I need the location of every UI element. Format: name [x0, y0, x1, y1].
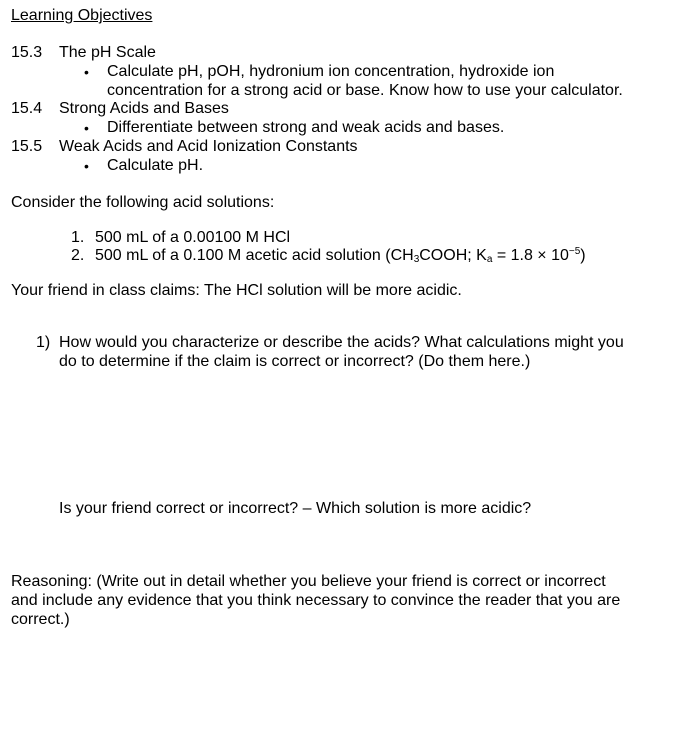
intro-text: Consider the following acid solutions: — [11, 194, 275, 211]
question-text: do to determine if the claim is correct or incorrect? (Do them here.) — [59, 353, 531, 370]
section-title: Weak Acids and Acid Ionization Constants — [59, 138, 358, 155]
solution-number: 1. — [71, 229, 85, 246]
objective-text: Differentiate between strong and weak acids and bases. — [107, 119, 505, 136]
subscript: 3 — [413, 254, 420, 265]
question-number: 1) — [36, 334, 51, 351]
followup-question: Is your friend correct or incorrect? – Which solution is more acidic? — [59, 500, 532, 517]
bullet-dot: • — [84, 158, 89, 174]
section-title: Strong Acids and Bases — [59, 100, 229, 117]
section-title: The pH Scale — [59, 44, 156, 61]
section-number: 15.4 — [11, 100, 43, 117]
section-number: 15.5 — [11, 138, 43, 155]
section-number: 15.3 — [11, 44, 43, 61]
solution-text-part: = 1.8 × 10 — [492, 247, 569, 264]
reasoning-prompt: and include any evidence that you think necessary to convince the reader that you are — [11, 592, 621, 609]
solution-text: 500 mL of a 0.00100 M HCl — [95, 229, 291, 246]
solution-text-part: 500 mL of a 0.100 M acetic acid solution (CH — [95, 247, 414, 264]
solution-text — [95, 246, 586, 269]
reasoning-prompt: Reasoning: (Write out in detail whether you believe your friend is correct or incorrect — [11, 573, 606, 590]
solution-text-part: COOH; K — [419, 247, 487, 264]
claim-text: Your friend in class claims: The HCl solution will be more acidic. — [11, 282, 462, 299]
solution-number: 2. — [71, 247, 85, 264]
objective-text: concentration for a strong acid or base. Know how to use your calculator. — [107, 82, 623, 99]
superscript: −5 — [568, 246, 581, 257]
bullet-dot: • — [84, 120, 89, 136]
objective-text: Calculate pH, pOH, hydronium ion concentration, hydroxide ion — [107, 63, 555, 80]
learning-objectives-heading: Learning Objectives — [11, 7, 153, 24]
reasoning-prompt: correct.) — [11, 611, 70, 628]
objective-text: Calculate pH. — [107, 157, 204, 174]
solution-text-part: ) — [580, 247, 586, 264]
subscript: a — [486, 254, 493, 265]
bullet-dot: • — [84, 64, 89, 80]
question-text: How would you characterize or describe the acids? What calculations might you — [59, 334, 624, 351]
